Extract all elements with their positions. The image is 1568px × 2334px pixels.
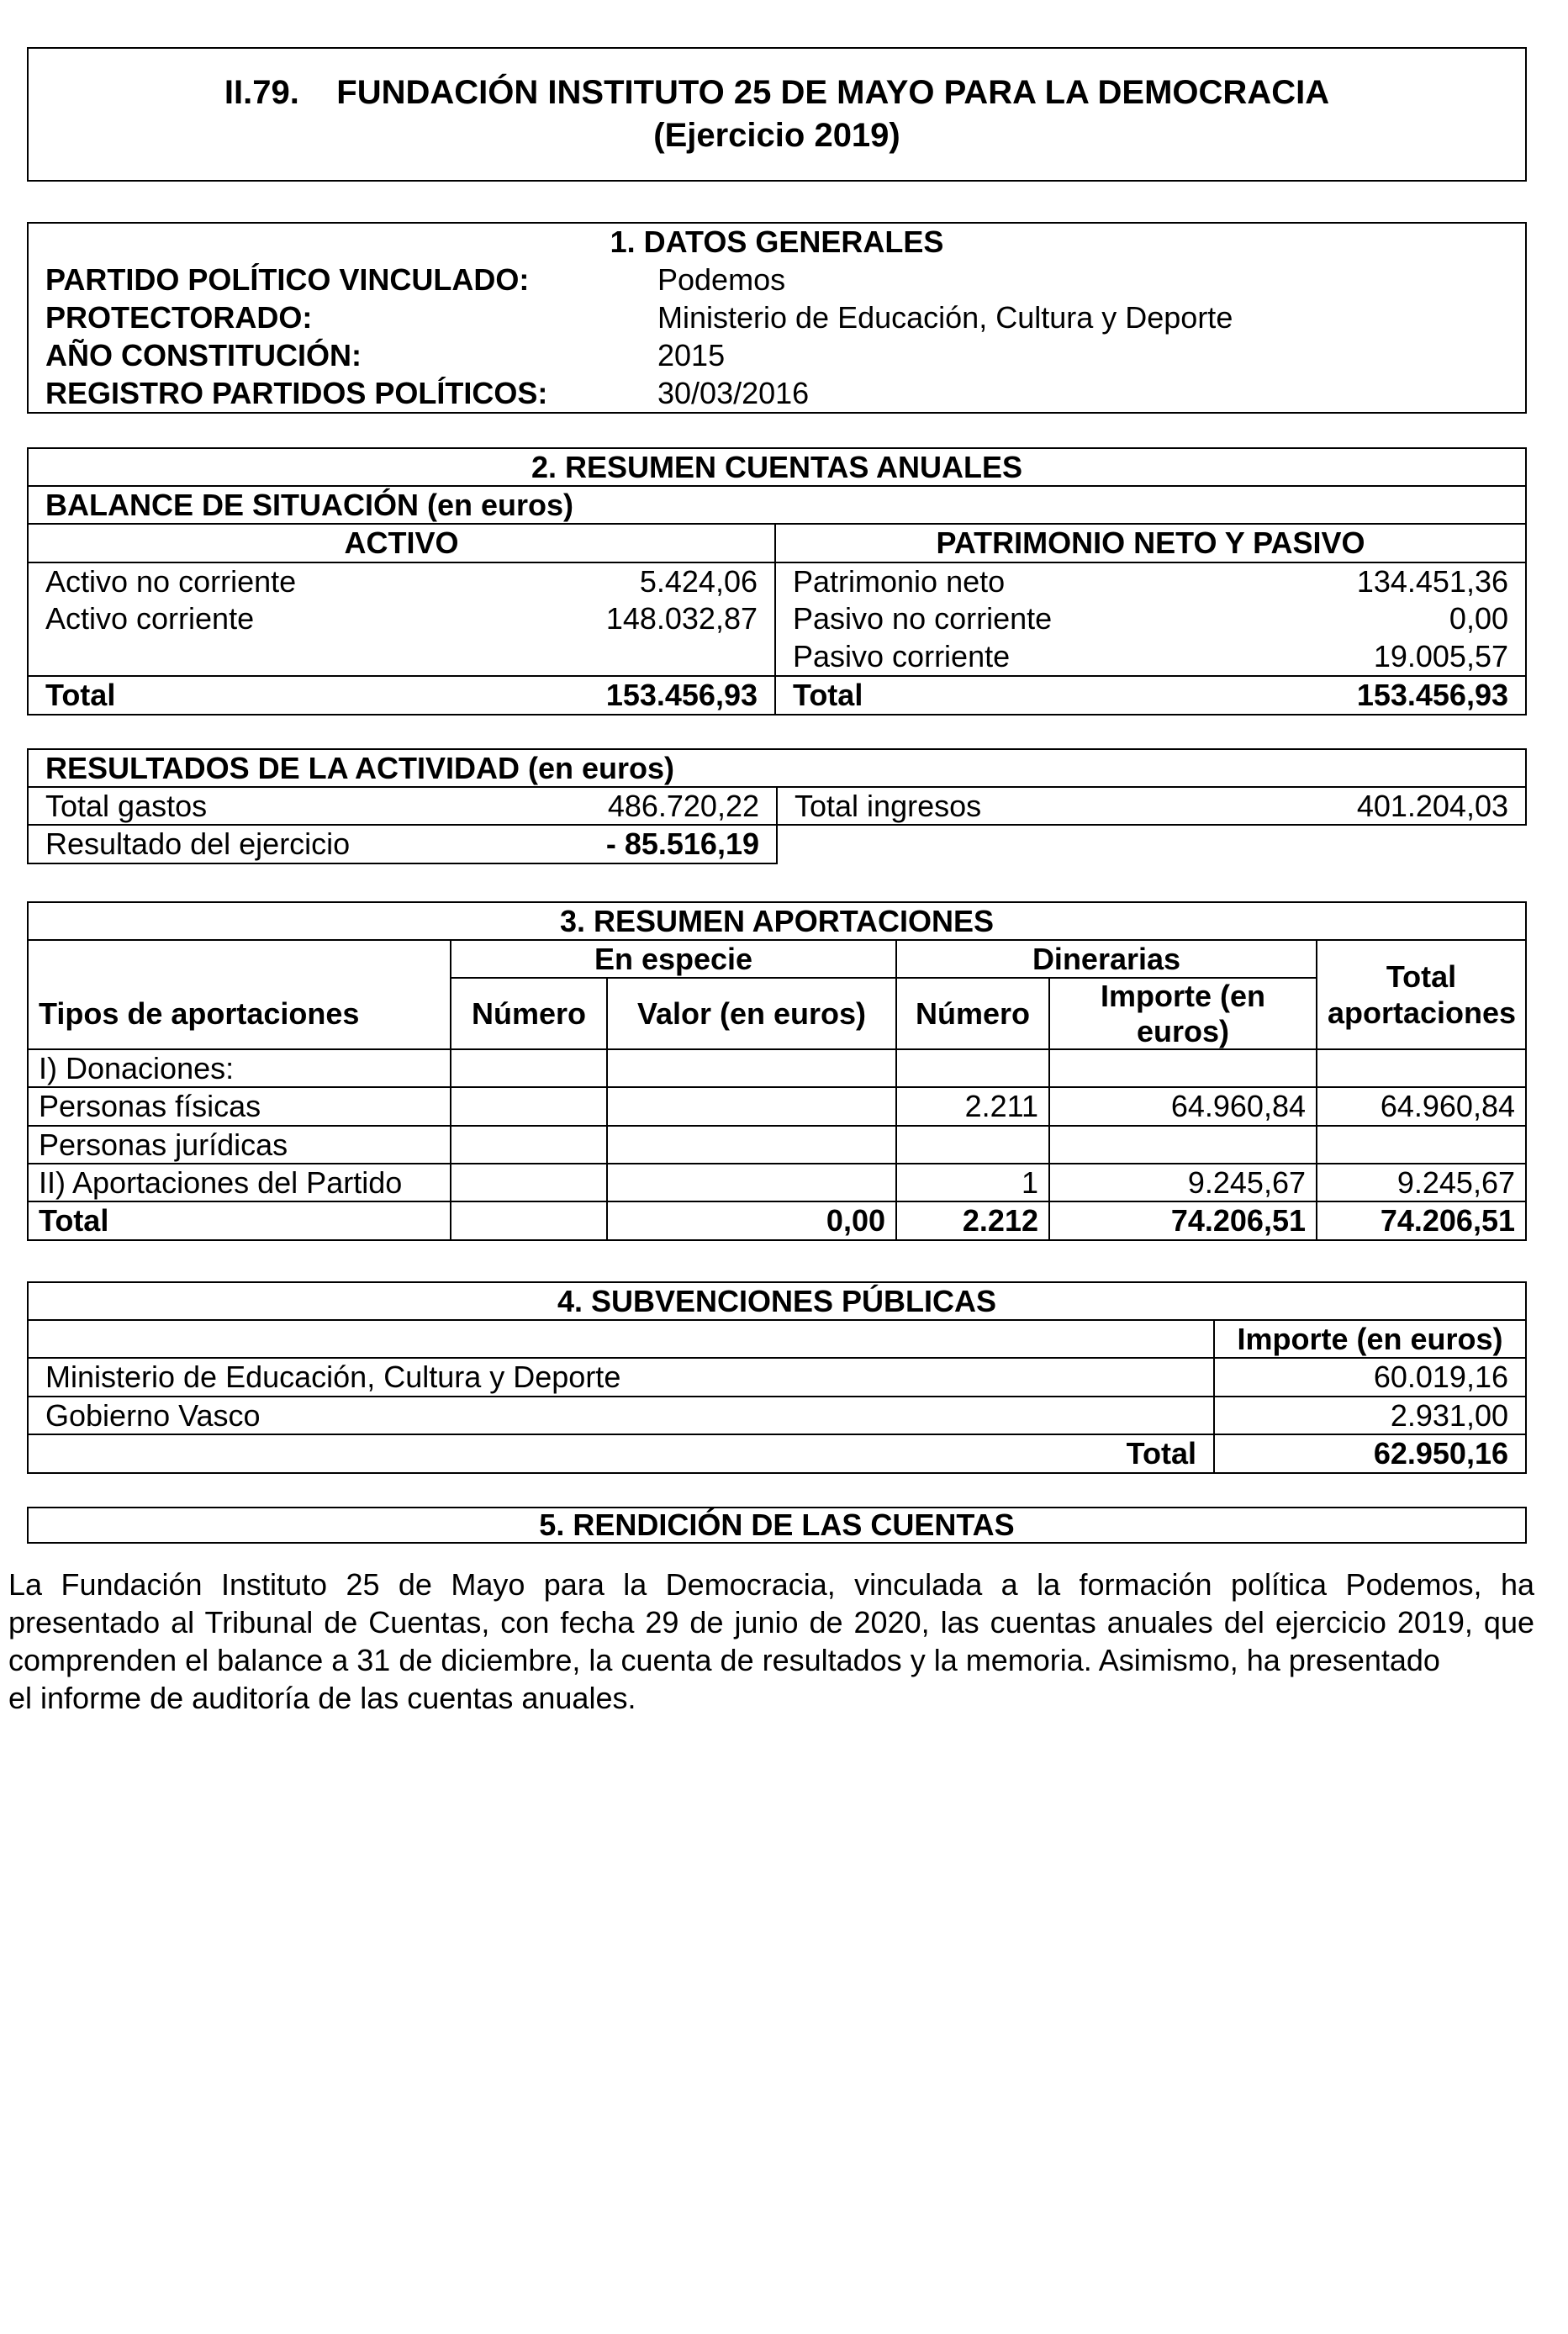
numero-especie xyxy=(451,1126,607,1164)
pasivo-value: 0,00 xyxy=(1449,601,1508,636)
partido-label: PARTIDO POLÍTICO VINCULADO: xyxy=(45,261,530,297)
activo-label: Activo corriente xyxy=(45,601,255,636)
row-label: Personas jurídicas xyxy=(29,1126,451,1164)
subvencion-total-row xyxy=(29,1434,1525,1472)
registro-label: REGISTRO PARTIDOS POLÍTICOS: xyxy=(45,375,548,410)
subvencion-row xyxy=(29,1397,1525,1434)
numero-dinerarias: 2.211 xyxy=(896,1087,1049,1125)
row-label: II) Aportaciones del Partido xyxy=(29,1164,451,1201)
activo-label: Activo no corriente xyxy=(45,563,297,599)
activo-total-label: Total xyxy=(45,677,116,712)
partido-value: Podemos xyxy=(657,261,786,297)
activo-total-value: 153.456,93 xyxy=(575,676,775,714)
pasivo-total-value: 153.456,93 xyxy=(1356,677,1508,712)
resultado-value: - 85.516,19 xyxy=(575,825,777,863)
section-5-title: 5. RENDICIÓN DE LAS CUENTAS xyxy=(539,1508,1015,1543)
total-numero-dinerarias: 2.212 xyxy=(896,1201,1049,1239)
activo-value: 148.032,87 xyxy=(575,600,775,638)
rendicion-text: La Fundación Instituto 25 de Mayo para la Democracia, vinculada a la formación política Podemos, ha presentado al Tribunal de Cuentas, con fecha 29 de junio de 2020, las cuentas anuales del ejercicio 2019, que comprenden el balance a 31 de diciembre, la cuenta de resultados y la memoria. Asimismo, ha presentado xyxy=(8,1567,1534,1677)
balance-title: BALANCE DE SITUACIÓN (en euros) xyxy=(29,486,1525,524)
numero-especie xyxy=(451,1087,607,1125)
aportaciones-total-row xyxy=(29,1201,1525,1239)
rendicion-text-last: el informe de auditoría de las cuentas anuales. xyxy=(8,1681,636,1715)
en-especie-header: En especie xyxy=(451,940,896,978)
subvencion-label: Ministerio de Educación, Cultura y Deporte xyxy=(29,1358,1214,1396)
importe: 64.960,84 xyxy=(1049,1087,1317,1125)
gastos-label: Total gastos xyxy=(29,787,575,825)
valor xyxy=(607,1126,896,1164)
subvencion-value: 2.931,00 xyxy=(1214,1397,1525,1434)
importe xyxy=(1049,1049,1317,1087)
section-3-title: 3. RESUMEN APORTACIONES xyxy=(29,903,1525,940)
section-rendicion xyxy=(27,1507,1527,1544)
numero-especie xyxy=(451,1049,607,1087)
resultados-title: RESULTADOS DE LA ACTIVIDAD (en euros) xyxy=(29,750,1526,787)
total-aportaciones xyxy=(1317,1049,1525,1087)
aportaciones-row xyxy=(29,1087,1525,1125)
section-resultados xyxy=(27,748,1527,864)
balance-row xyxy=(29,600,1525,638)
section-4-title: 4. SUBVENCIONES PÚBLICAS xyxy=(29,1283,1525,1320)
aportaciones-row xyxy=(29,1049,1525,1087)
importe-header: Importe (en euros) xyxy=(1049,978,1317,1049)
pasivo-label: Patrimonio neto xyxy=(793,563,1006,599)
subvencion-row xyxy=(29,1358,1525,1396)
protectorado-value: Ministerio de Educación, Cultura y Deporte xyxy=(657,299,1233,335)
section-subvenciones xyxy=(27,1281,1527,1474)
total-aportaciones: 64.960,84 xyxy=(1317,1087,1525,1125)
subvencion-label: Gobierno Vasco xyxy=(29,1397,1214,1434)
registro-value: 30/03/2016 xyxy=(657,375,810,410)
section-2-title: 2. RESUMEN CUENTAS ANUALES xyxy=(29,449,1525,486)
total-aportaciones: 9.245,67 xyxy=(1317,1164,1525,1201)
row-label: I) Donaciones: xyxy=(29,1049,451,1087)
gastos-value: 486.720,22 xyxy=(575,787,777,825)
total-aportaciones-header: Total aportaciones xyxy=(1317,940,1525,1049)
pasivo-value: 134.451,36 xyxy=(1356,563,1508,599)
total-valor: 0,00 xyxy=(607,1201,896,1239)
title-box xyxy=(27,47,1527,182)
numero-especie xyxy=(451,1164,607,1201)
pasivo-header: PATRIMONIO NETO Y PASIVO xyxy=(775,524,1525,562)
ingresos-label: Total ingresos xyxy=(777,787,1323,825)
protectorado-label: PROTECTORADO: xyxy=(45,299,313,335)
document-subtitle: (Ejercicio 2019) xyxy=(653,117,900,154)
section-datos-generales xyxy=(27,222,1527,414)
aportaciones-row xyxy=(29,1126,1525,1164)
importe: 9.245,67 xyxy=(1049,1164,1317,1201)
ano-constitucion-label: AÑO CONSTITUCIÓN: xyxy=(45,337,362,372)
balance-row xyxy=(29,562,1525,600)
document-title: II.79. FUNDACIÓN INSTITUTO 25 DE MAYO PARA LA DEMOCRACIA xyxy=(224,73,1330,111)
total-total-aportaciones: 74.206,51 xyxy=(1317,1201,1525,1239)
total-aportaciones xyxy=(1317,1126,1525,1164)
section-resumen-cuentas xyxy=(27,447,1527,716)
subvencion-total-value: 62.950,16 xyxy=(1373,1436,1508,1471)
activo-value: 5.424,06 xyxy=(575,562,775,600)
valor xyxy=(607,1087,896,1125)
aportaciones-row xyxy=(29,1164,1525,1201)
importe xyxy=(1049,1126,1317,1164)
section-resumen-aportaciones xyxy=(27,901,1527,1241)
ingresos-value: 401.204,03 xyxy=(1323,787,1526,825)
balance-row xyxy=(29,638,1525,676)
pasivo-value: 19.005,57 xyxy=(1373,638,1508,673)
importe-subvencion-header: Importe (en euros) xyxy=(1214,1320,1525,1358)
resultado-label: Resultado del ejercicio xyxy=(29,825,575,863)
ano-constitucion-value: 2015 xyxy=(657,337,726,372)
row-label: Personas físicas xyxy=(29,1087,451,1125)
total-label: Total xyxy=(29,1201,451,1239)
numero-dinerarias: 1 xyxy=(896,1164,1049,1201)
valor xyxy=(607,1164,896,1201)
pasivo-label: Pasivo no corriente xyxy=(793,601,1053,636)
section-1-title: 1. DATOS GENERALES xyxy=(610,224,944,260)
tipos-header: Tipos de aportaciones xyxy=(29,978,451,1049)
subvencion-total-label: Total xyxy=(29,1434,1214,1472)
numero-dinerarias-header: Número xyxy=(896,978,1049,1049)
total-numero-especie xyxy=(451,1201,607,1239)
activo-label xyxy=(29,638,575,676)
dinerarias-header: Dinerarias xyxy=(896,940,1317,978)
valor xyxy=(607,1049,896,1087)
rendicion-paragraph xyxy=(8,1566,1534,1717)
total-importe: 74.206,51 xyxy=(1049,1201,1317,1239)
numero-dinerarias xyxy=(896,1126,1049,1164)
pasivo-total-label: Total xyxy=(793,677,863,712)
valor-header: Valor (en euros) xyxy=(607,978,896,1049)
numero-dinerarias xyxy=(896,1049,1049,1087)
numero-especie-header: Número xyxy=(451,978,607,1049)
activo-header: ACTIVO xyxy=(29,524,775,562)
subvencion-value: 60.019,16 xyxy=(1214,1358,1525,1396)
pasivo-label: Pasivo corriente xyxy=(793,638,1011,673)
balance-total-row xyxy=(29,676,1525,714)
activo-value xyxy=(575,638,775,676)
